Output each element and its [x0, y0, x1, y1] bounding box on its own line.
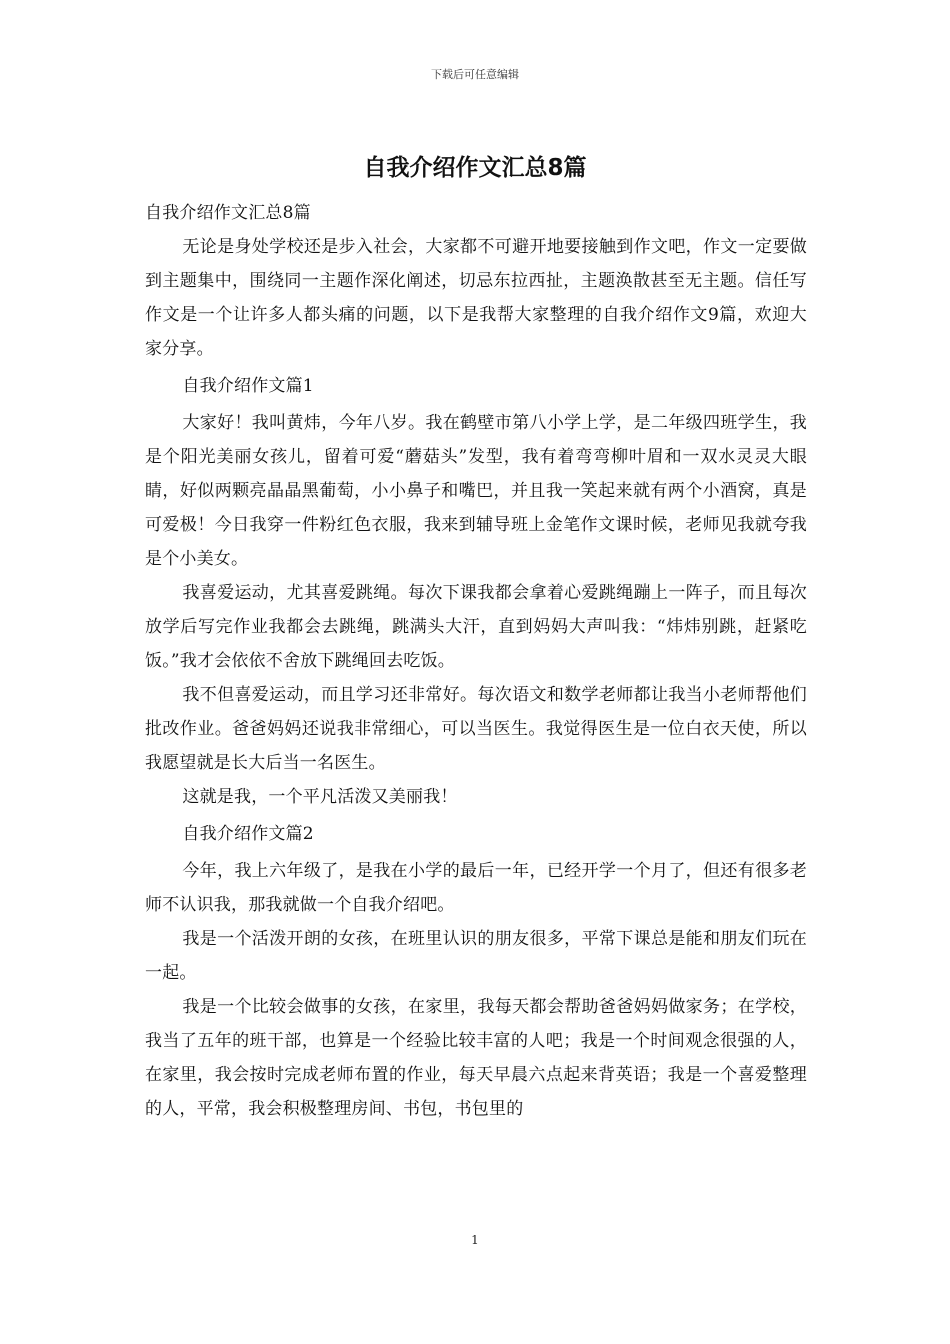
essay-2-paragraph-3: 我是一个比较会做事的女孩，在家里，我每天都会帮助爸爸妈妈做家务；在学校，我当了五年的班干部，也算是一个经验比较丰富的人吧；我是一个时间观念很强的人，在家里，我会按时完成老师布置的作业，每天早晨六点起来背英语；我是一个喜爱整理的人，平常，我会积极整理房间、书包，书包里的 — [145, 997, 807, 1119]
essay-1-paragraph-2: 我喜爱运动，尤其喜爱跳绳。每次下课我都会拿着心爱跳绳蹦上一阵子，而且每次放学后写完作业我都会去跳绳，跳满头大汗，直到妈妈大声叫我：“炜炜别跳，赶紧吃饭。”我才会依依不舍放下跳绳回去吃饭。 — [145, 583, 807, 671]
document-title: 自我介绍作文汇总8篇 — [363, 155, 587, 181]
document-subtitle: 自我介绍作文汇总8篇 — [145, 203, 311, 223]
intro-paragraph: 无论是身处学校还是步入社会，大家都不可避开地要接触到作文吧，作文一定要做到主题集中，围绕同一主题作深化阐述，切忌东拉西扯，主题涣散甚至无主题。信任写作文是一个让许多人都头痛的问题，以下是我帮大家整理的自我介绍作文9篇，欢迎大家分享。 — [145, 237, 807, 359]
page-header-note: 下载后可任意编辑 — [431, 68, 519, 81]
essay-2-paragraph-1: 今年，我上六年级了，是我在小学的最后一年，已经开学一个月了，但还有很多老师不认识我，那我就做一个自我介绍吧。 — [145, 861, 807, 915]
essay-1-paragraph-1: 大家好！我叫黄炜，今年八岁。我在鹤壁市第八小学上学，是二年级四班学生，我是个阳光美丽女孩儿，留着可爱“蘑菇头”发型，我有着弯弯柳叶眉和一双水灵灵大眼睛，好似两颗亮晶晶黑葡萄，小小鼻子和嘴巴，并且我一笑起来就有两个小酒窝，真是可爱极！今日我穿一件粉红色衣服，我来到辅导班上金笔作文课时候，老师见我就夸我是个小美女。 — [145, 413, 807, 569]
document-body — [145, 196, 807, 1126]
page-number: 1 — [471, 1233, 479, 1247]
section-heading-essay-1: 自我介绍作文篇1 — [182, 376, 314, 396]
essay-1-paragraph-4: 这就是我，一个平凡活泼又美丽我！ — [182, 787, 458, 807]
essay-2-paragraph-2: 我是一个活泼开朗的女孩，在班里认识的朋友很多，平常下课总是能和朋友们玩在一起。 — [145, 929, 807, 983]
section-heading-essay-2: 自我介绍作文篇2 — [182, 824, 314, 844]
essay-1-paragraph-3: 我不但喜爱运动，而且学习还非常好。每次语文和数学老师都让我当小老师帮他们批改作业。爸爸妈妈还说我非常细心，可以当医生。我觉得医生是一位白衣天使，所以我愿望就是长大后当一名医生。 — [145, 685, 807, 773]
